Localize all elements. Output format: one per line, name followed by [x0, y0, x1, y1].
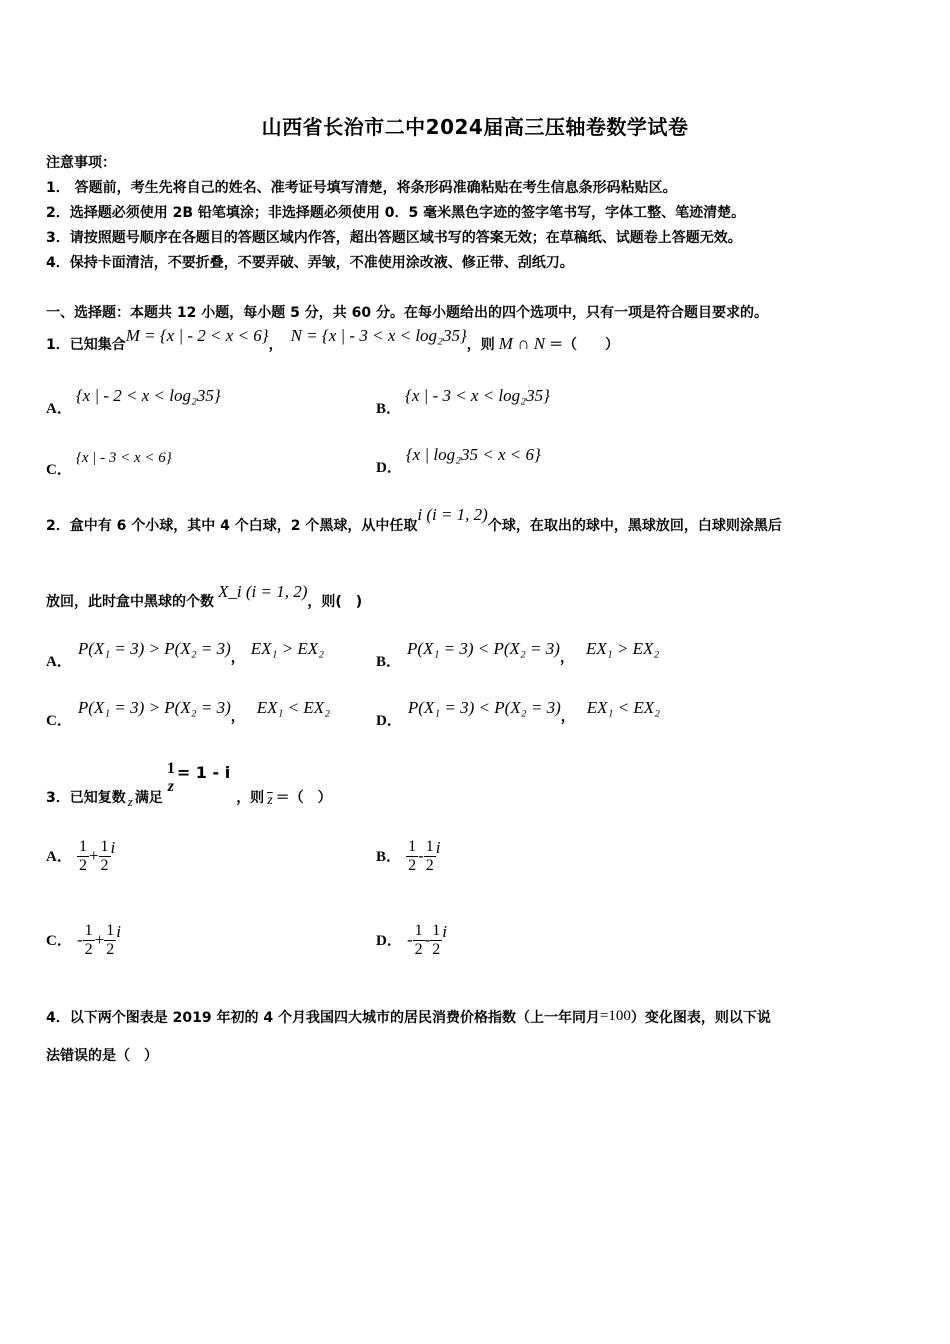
option-imag: i [116, 922, 121, 941]
option-label: C． [46, 462, 72, 478]
option-imag: i [435, 838, 441, 857]
option-label: A． [46, 849, 72, 865]
frac-num: 1 [100, 838, 109, 855]
frac-den: 2 [106, 941, 115, 958]
frac-den: 2 [78, 857, 87, 874]
question-3 [46, 760, 332, 809]
q1-set-m: M = {x | - 2 < x < 6} [125, 326, 269, 345]
q1-then: ，则 [466, 337, 495, 353]
q3-prefix: 3．已知复数 [46, 790, 126, 806]
q3-option-d[interactable] [376, 922, 447, 959]
q2-line1-prefix: 2．盒中有 6 个小球，其中 4 个白球，2 个黑球，从中任取 [46, 518, 418, 534]
frac-num: 1 [84, 922, 93, 939]
option-imag: i [110, 838, 116, 857]
option-sign: - [406, 930, 413, 949]
option-label: D． [376, 460, 402, 476]
q3-fraction [165, 760, 177, 796]
q3-option-b[interactable] [376, 838, 441, 875]
frac-den: 2 [100, 857, 109, 874]
q3-tail: ＝（ ） [275, 790, 332, 806]
q1-tail: ＝（ ） [549, 337, 620, 353]
option-label: B． [376, 401, 402, 417]
option-op: + [88, 846, 99, 865]
option-fraction [104, 922, 116, 959]
frac-num: 1 [425, 838, 434, 855]
frac-den: 2 [432, 941, 441, 958]
question-4-line-2: 法错误的是（ ） [46, 1048, 158, 1064]
option-expectation: EX₁ < EX₂ [586, 698, 661, 717]
frac-num: 1 [432, 922, 441, 939]
option-op: - [424, 930, 431, 949]
option-op: + [94, 930, 105, 949]
option-fraction [430, 922, 442, 959]
option-math: {x | - 2 < x < log₂35} [75, 386, 221, 405]
option-math: {x | log₂35 < x < 6} [405, 445, 541, 464]
option-fraction [83, 922, 95, 959]
notice-item: 1． 答题前，考生先将自己的姓名、准考证号填写清楚，将条形码准确粘贴在考生信息条形码粘贴区。 [46, 180, 677, 196]
option-fraction [77, 838, 89, 875]
option-expectation: EX₁ > EX₂ [250, 639, 325, 658]
option-label: B． [376, 849, 402, 865]
q3-frac-den: z [167, 778, 174, 795]
option-label: A． [46, 654, 72, 670]
option-fraction [406, 838, 418, 875]
option-sign: - [76, 930, 83, 949]
question-2-line-1 [46, 505, 782, 535]
frac-den: 2 [408, 857, 417, 874]
q2-option-b[interactable] [376, 638, 660, 670]
q2-line2-prefix: 放回，此时盒中黑球的个数 [46, 594, 214, 610]
q1-prefix: 1．已知集合 [46, 337, 126, 353]
option-label: A． [46, 401, 72, 417]
q3-mid: 满足 [134, 790, 163, 806]
question-4-line-1 [46, 1007, 771, 1027]
q1-option-d[interactable] [376, 444, 541, 476]
q3-frac-num: 1 [166, 760, 175, 777]
q3-conj: $\overline{z}$ [267, 793, 273, 808]
notice-heading: 注意事项： [46, 155, 116, 171]
q1-option-c[interactable] [46, 446, 172, 478]
option-comma: ， [230, 650, 245, 666]
q2-line2-math: X_i (i = 1, 2) [218, 582, 308, 601]
q3-option-a[interactable] [46, 838, 115, 875]
page-title: 山西省长治市二中2024届高三压轴卷数学试卷 [261, 115, 689, 139]
q3-var: z [127, 794, 133, 809]
frac-num: 1 [106, 922, 115, 939]
option-expectation: EX₁ > EX₂ [585, 639, 660, 658]
q3-option-c[interactable] [46, 922, 121, 959]
q2-line1-math: i (i = 1, 2) [417, 505, 488, 524]
option-op: - [418, 846, 424, 865]
q1-sep: ， [268, 337, 283, 353]
q2-line2-suffix: ，则( ) [307, 594, 363, 610]
option-fraction [424, 838, 436, 875]
section-heading: 一、选择题：本题共 12 小题，每小题 5 分，共 60 分。在每小题给出的四个选项中，只有一项是符合题目要求的。 [46, 305, 768, 321]
option-label: B． [376, 654, 402, 670]
notice-item: 3．请按照题号顺序在各题目的答题区域内作答，超出答题区域书写的答案无效；在草稿纸、试题卷上答题无效。 [46, 230, 742, 246]
frac-den: 2 [414, 941, 423, 958]
frac-den: 2 [425, 857, 434, 874]
option-math: {x | - 3 < x < log₂35} [405, 386, 550, 405]
q4-line1-suffix: ）变化图表，则以下说 [630, 1010, 771, 1026]
option-expectation: EX₁ < EX₂ [256, 698, 331, 717]
option-imag: i [442, 922, 448, 941]
notice-item: 4．保持卡面清洁，不要折叠，不要弄破、弄皱，不准使用涂改液、修正带、刮纸刀。 [46, 255, 574, 271]
option-probability: P(X₁ = 3) < P(X₂ = 3) [407, 639, 560, 658]
q1-option-a[interactable] [46, 385, 221, 417]
q2-option-c[interactable] [46, 697, 331, 729]
option-label: C． [46, 713, 72, 729]
frac-num: 1 [408, 838, 417, 855]
q1-expr: M ∩ N [498, 334, 546, 353]
frac-num: 1 [414, 922, 423, 939]
question-2-line-2 [46, 582, 363, 611]
option-fraction [99, 838, 111, 875]
frac-den: 2 [84, 941, 93, 958]
option-label: D． [376, 713, 402, 729]
q1-option-b[interactable] [376, 385, 550, 417]
option-comma: ， [230, 709, 245, 725]
option-comma: ， [560, 709, 575, 725]
option-comma: ， [559, 650, 574, 666]
option-label: D． [376, 933, 402, 949]
q4-line1-math: =100 [599, 1008, 631, 1024]
frac-num: 1 [78, 838, 87, 855]
q2-line1-suffix: 个球，在取出的球中，黑球放回，白球则涂黑后 [487, 518, 782, 534]
option-label: C． [46, 933, 72, 949]
q2-option-a[interactable] [46, 638, 325, 670]
option-probability: P(X₁ = 3) > P(X₂ = 3) [77, 639, 231, 658]
option-probability: P(X₁ = 3) > P(X₂ = 3) [77, 698, 231, 717]
q3-rhs: = 1 - i [176, 763, 231, 782]
option-math: {x | - 3 < x < 6} [75, 450, 172, 466]
q2-option-d[interactable] [376, 697, 661, 729]
option-fraction [413, 922, 425, 959]
notice-item: 2．选择题必须使用 2B 铅笔填涂；非选择题必须使用 0．5 毫米黑色字迹的签字笔书写，字体工整、笔迹清楚。 [46, 205, 746, 221]
q4-line1-prefix: 4．以下两个图表是 2019 年初的 4 个月我国四大城市的居民消费价格指数（上一年同月 [46, 1010, 600, 1026]
q3-then: ，则 [236, 790, 265, 806]
q1-set-n: N = {x | - 3 < x < log₂35} [290, 326, 467, 345]
option-probability: P(X₁ = 3) < P(X₂ = 3) [407, 698, 561, 717]
question-1 [46, 326, 620, 354]
